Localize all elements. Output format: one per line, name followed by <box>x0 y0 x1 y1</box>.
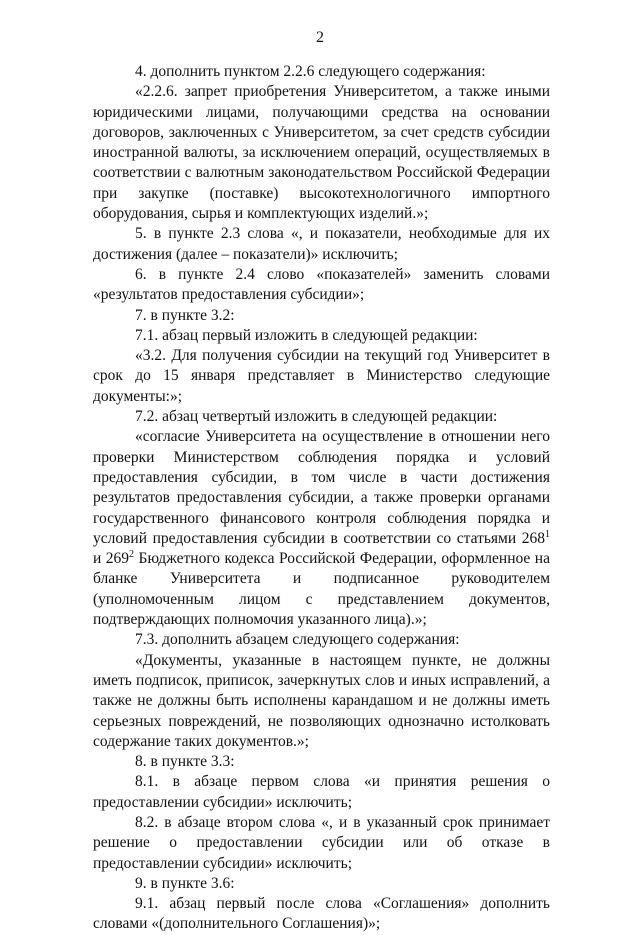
superscript-2: 2 <box>129 548 135 560</box>
paragraph-consent-text <box>93 427 550 630</box>
paragraph-item-4: 4. дополнить пунктом 2.2.6 следующего содержания: <box>135 63 486 80</box>
paragraph-item-9: 9. в пункте 3.6: <box>135 874 235 892</box>
paragraph-item-8-2: 8.2. в абзаце втором слова «, и в указанный срок принимает решение о предоставлении субсидии или об отказе в предоставлении субсидии» исключить; <box>93 813 550 872</box>
document-body <box>93 62 550 935</box>
paragraph-item-8: 8. в пункте 3.3: <box>135 753 235 771</box>
paragraph-item-6: 6. в пункте 2.4 слово «показателей» заменить словами «результатов предоставления субсидии»; <box>93 265 550 304</box>
paragraph-item-7: 7. в пункте 3.2: <box>135 306 235 324</box>
paragraph-item-9-1: 9.1. абзац первый после слова «Соглашения» дополнить словами «(дополнительного Соглашения)»; <box>93 895 550 933</box>
paragraph-item-5: 5. в пункте 2.3 слова «, и показатели, необходимые для их достижения (далее – показатели)» исключить; <box>93 225 550 263</box>
consent-text-part-2: и 269 <box>93 550 130 568</box>
paragraph-documents-requirements: «Документы, указанные в настоящем пункте, не должны иметь подписок, приписок, зачеркнутых слов и иных исправлений, а также не должны быть исполнены карандашом и не должны иметь серьезных повреждений, не позволяющих однозначно истолковать содержание таких документов.»; <box>93 651 550 750</box>
paragraph-item-8-1: 8.1. в абзаце первом слова «и принятия решения о предоставлении субсидии» исключить; <box>93 773 550 811</box>
paragraph-item-7-2: 7.2. абзац четвертый изложить в следующей редакции: <box>135 408 498 426</box>
paragraph-item-7-3: 7.3. дополнить абзацем следующего содержания: <box>135 631 460 649</box>
consent-text-part-1: «согласие Университета на осуществление в отношении него проверки Министерством соблюдения порядка и условий предоставления субсидии, в том числе в части достижения результатов предоставления субсидии, а также проверки органами государственного финансового контроля соблюдения порядка и условий предоставления субсидии в соответствии со статьями 268 <box>93 428 550 547</box>
consent-text-part-3: Бюджетного кодекса Российской Федерации, оформленное на бланке Университета и подписанное руководителем (уполномоченным лицом с представлением документов, подтверждающих полномочия указанного лица).»; <box>93 550 550 629</box>
paragraph-point-2-2-6-text: «2.2.6. запрет приобретения Университетом, а также иными юридическими лицами, получающими средства на основании договоров, заключенных с Университетом, за счет средств субсидии иностранной валюты, за исключением операций, осуществляемых в соответствии с валютным законодательством Российской Федерации при закупке (поставке) высокотехнологичного импортного оборудования, сырья и комплектующих изделий.»; <box>93 83 550 223</box>
superscript-1: 1 <box>545 528 550 540</box>
paragraph-item-7-1: 7.1. абзац первый изложить в следующей редакции: <box>135 326 478 344</box>
page-number: 2 <box>316 29 324 46</box>
paragraph-point-3-2-text: «3.2. Для получения субсидии на текущий год Университет в срок до 15 января представляет в Министерство следующие документы:»; <box>93 347 550 405</box>
